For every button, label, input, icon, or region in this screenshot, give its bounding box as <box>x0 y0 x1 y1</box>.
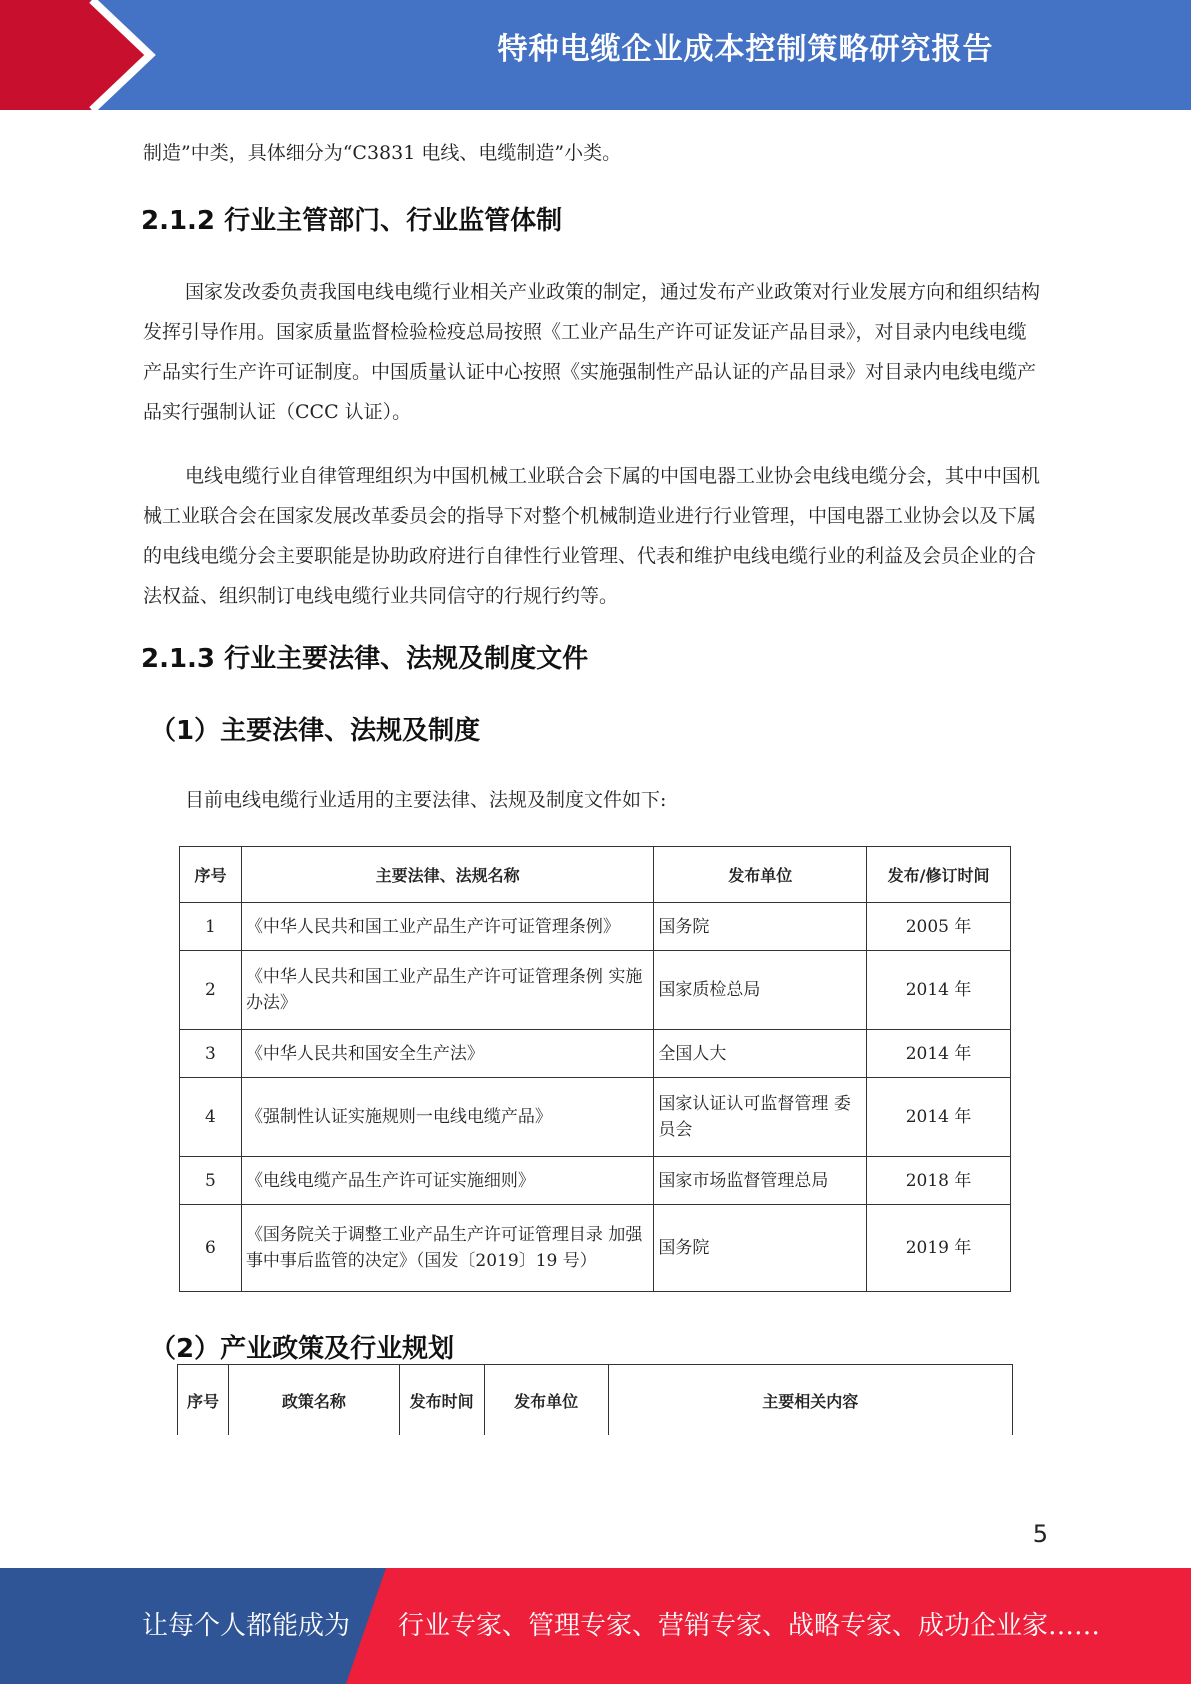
header-title: 特种电缆企业成本控制策略研究报告 <box>497 32 994 67</box>
table-row <box>180 1078 1011 1157</box>
column-header: 主要法律、法规名称 <box>241 847 653 903</box>
footer-slogan-right: 行业专家、管理专家、营销专家、战略专家、成功企业家…… <box>398 1611 1101 1641</box>
cell-issuer: 全国人大 <box>654 1030 867 1078</box>
cell-date: 2019 年 <box>867 1205 1011 1292</box>
footer-slogan-left: 让每个人都能成为 <box>142 1611 351 1641</box>
column-header: 发布/修订时间 <box>867 847 1011 903</box>
cell-law-name: 《电线电缆产品生产许可证实施细则》 <box>241 1157 653 1205</box>
column-header: 主要相关内容 <box>608 1365 1013 1436</box>
cell-index: 1 <box>180 903 242 951</box>
cell-index: 4 <box>180 1078 242 1157</box>
laws-table <box>179 846 1011 1292</box>
column-header: 序号 <box>178 1365 229 1436</box>
section-heading-2-1-3: 2.1.3 行业主要法律、法规及制度文件 <box>141 644 589 674</box>
cell-law-name: 《中华人民共和国安全生产法》 <box>241 1030 653 1078</box>
cell-issuer: 国家质检总局 <box>654 951 867 1030</box>
table-row <box>180 951 1011 1030</box>
cell-issuer: 国务院 <box>654 903 867 951</box>
column-header: 政策名称 <box>228 1365 399 1436</box>
table-row <box>180 903 1011 951</box>
cell-law-name: 《中华人民共和国工业产品生产许可证管理条例 实施办法》 <box>241 951 653 1030</box>
table-header-row <box>180 847 1011 903</box>
column-header: 发布单位 <box>484 1365 608 1436</box>
cell-issuer: 国家市场监督管理总局 <box>654 1157 867 1205</box>
cell-index: 5 <box>180 1157 242 1205</box>
cell-index: 6 <box>180 1205 242 1292</box>
cell-date: 2014 年 <box>867 1030 1011 1078</box>
paragraph-regulatory-agencies: 国家发改委负责我国电线电缆行业相关产业政策的制定，通过发布产业政策对行业发展方向和组织结构发挥引导作用。国家质量监督检验检疫总局按照《工业产品生产许可证发证产品目录》，对目录内电线电缆产品实行生产许可证制度。中国质量认证中心按照《实施强制性产品认证的产品目录》对目录内电线电缆产品实行强制认证（CCC 认证）。 <box>143 281 1041 423</box>
table-header-row <box>178 1365 1013 1436</box>
subheading-policies: （2）产业政策及行业规划 <box>150 1334 455 1364</box>
cell-law-name: 《中华人民共和国工业产品生产许可证管理条例》 <box>241 903 653 951</box>
cell-law-name: 《国务院关于调整工业产品生产许可证管理目录 加强事中事后监管的决定》（国发〔2019〕19 号） <box>241 1205 653 1292</box>
table-row <box>180 1205 1011 1292</box>
column-header: 序号 <box>180 847 242 903</box>
cell-law-name: 《强制性认证实施规则一电线电缆产品》 <box>241 1078 653 1157</box>
cell-index: 3 <box>180 1030 242 1078</box>
column-header: 发布时间 <box>399 1365 484 1436</box>
page-number: 5 <box>1032 1520 1048 1548</box>
cell-date: 2005 年 <box>867 903 1011 951</box>
cell-date: 2018 年 <box>867 1157 1011 1205</box>
table-row <box>180 1030 1011 1078</box>
continued-paragraph: 制造”中类，具体细分为“C3831 电线、电缆制造”小类。 <box>143 142 622 164</box>
subheading-laws: （1）主要法律、法规及制度 <box>150 716 481 746</box>
cell-issuer: 国家认证认可监督管理 委员会 <box>654 1078 867 1157</box>
table-row <box>180 1157 1011 1205</box>
cell-date: 2014 年 <box>867 1078 1011 1157</box>
section-heading-2-1-2: 2.1.2 行业主管部门、行业监管体制 <box>141 206 563 236</box>
policies-table <box>177 1364 1013 1435</box>
paragraph-self-regulation: 电线电缆行业自律管理组织为中国机械工业联合会下属的中国电器工业协会电线电缆分会，其中中国机械工业联合会在国家发展改革委员会的指导下对整个机械制造业进行行业管理，中国电器工业协会以及下属的电线电缆分会主要职能是协助政府进行自律性行业管理、代表和维护电线电缆行业的利益及会员企业的合法权益、组织制订电线电缆行业共同信守的行规行约等。 <box>143 465 1041 607</box>
page-header <box>0 0 1191 110</box>
column-header: 发布单位 <box>654 847 867 903</box>
page-footer <box>0 1568 1191 1684</box>
cell-issuer: 国务院 <box>654 1205 867 1292</box>
cell-date: 2014 年 <box>867 951 1011 1030</box>
cell-index: 2 <box>180 951 242 1030</box>
laws-intro: 目前电线电缆行业适用的主要法律、法规及制度文件如下: <box>185 789 667 811</box>
